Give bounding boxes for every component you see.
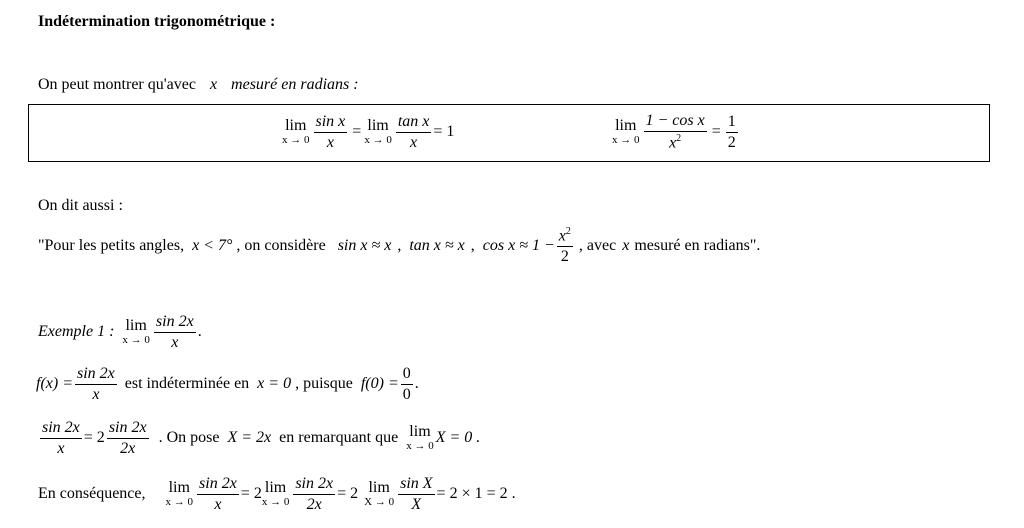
angles-text-2: , on considère <box>236 237 326 254</box>
formula-sin-tan: lim x → 0 $\frac{\text{sin x}}{x}$ = lim x → 0 $\frac{\text{tan x}}{x}$ = 1 <box>282 112 455 151</box>
substitution: X = 2x <box>227 429 272 446</box>
angles-var: x <box>622 237 630 254</box>
intro-prefix: On peut montrer qu'avec <box>38 76 196 93</box>
formula-cos: lim x → 0 $\frac{\text{1 − cos x}}{x^2}$ = $\frac{1}{2}$ <box>612 112 736 152</box>
approx-cos: cos x ≈ 1 − <box>482 237 555 254</box>
fraction-sin2x-x: $\frac{\sin 2x}{x}$ <box>77 364 115 403</box>
rewrite-text-2: en remarquant que <box>279 429 399 446</box>
conclusion-result: = 2 × 1 = 2 . <box>436 485 516 502</box>
intro-suffix: mesuré en radians : <box>231 76 359 93</box>
angles-text-1: "Pour les petits angles, <box>38 237 185 254</box>
equals-one: = 1 <box>433 123 455 140</box>
formula-box <box>28 104 990 162</box>
limit-operator: lim x → 0 <box>364 116 392 146</box>
example-1-label: Exemple 1 : <box>38 323 115 340</box>
limit-operator: lim X → 0 <box>364 478 395 508</box>
rewrite-line: $\frac{\sin 2x}{x}$ = 2 $\frac{\sin 2x}{2x}$ . On pose X = 2x en remarquant que lim x → 0 X = 0 . <box>42 418 481 457</box>
fraction-one-half: $\frac{1}{2}$ <box>727 112 736 151</box>
fraction-tanx-x: $\frac{\text{tan x}}{x}$ <box>397 112 430 151</box>
fraction-sin2x-x: $\frac{\sin 2x}{x}$ <box>42 418 80 457</box>
limit-operator: lim x → 0 <box>612 116 640 146</box>
f0-label: f(0) = <box>360 375 399 392</box>
angles-condition: x < 7° <box>192 237 233 254</box>
limit-operator: lim x → 0 <box>165 478 194 508</box>
intro-var: x <box>209 76 218 93</box>
fraction-sin2x-2x: $\frac{\sin 2x}{2x}$ <box>295 474 334 513</box>
small-angles-line: "Pour les petits angles, x < 7° , on considère sin x ≈ x , tan x ≈ x , cos x ≈ 1 − $\frac{x^2}{2}$ , avec x mesuré en radians". <box>38 226 761 266</box>
fx-text-2: , puisque <box>295 375 353 392</box>
limit-operator: lim x → 0 <box>261 478 290 508</box>
conclusion-label: En conséquence, <box>38 485 146 502</box>
fraction-zero-zero: $\frac{0}{0}$ <box>402 364 411 403</box>
fraction-sin2x-x: $\frac{\sin 2x}{x}$ <box>155 312 194 351</box>
angles-text-3: , avec <box>578 237 617 254</box>
limit-operator: lim x → 0 <box>282 116 310 146</box>
approx-tan: tan x ≈ x <box>409 237 465 254</box>
fraction-sinx-x: $\frac{\text{sin x}}{x}$ <box>315 112 346 151</box>
fraction-sinX-X: $\frac{\text{sin X}}{X}$ <box>400 474 433 513</box>
fx-label: f(x) = <box>36 375 73 392</box>
limit-operator: lim x → 0 <box>122 316 150 346</box>
limit-result: X = 0 . <box>435 429 481 446</box>
fx-line: f(x) = $\frac{\sin 2x}{x}$ est indéterminée en x = 0 , puisque f(0) = $\frac{0}{0}$ . <box>36 364 419 403</box>
fraction-sin2x-2x: $\frac{\sin 2x}{2x}$ <box>108 418 147 457</box>
section-title: Indétermination trigonométrique : <box>38 13 276 30</box>
fraction-1-cosx-x2: $\frac{\text{1 − cos x}}{x^2}$ <box>645 112 705 152</box>
fx-condition: x = 0 <box>257 375 292 392</box>
fraction-x2-2: $\frac{x^2}{2}$ <box>558 226 571 266</box>
conclusion-line: En conséquence, lim x → 0 $\frac{\sin 2x}{x}$ = 2 lim x → 0 $\frac{\sin 2x}{2x}$ = 2 lim X → 0 $\frac{\text{sin X}}{X}$ = 2 × 1 = 2 . <box>38 474 516 513</box>
example-1-line: Exemple 1 : lim x → 0 $\frac{\sin 2x}{x}$ . <box>38 312 202 351</box>
fx-text-1: est indéterminée en <box>124 375 250 392</box>
dit-aussi-text: On dit aussi : <box>38 197 123 214</box>
approx-sin: sin x ≈ x <box>337 237 392 254</box>
fraction-sin2x-x: $\frac{\sin 2x}{x}$ <box>199 474 237 513</box>
angles-text-4: mesuré en radians". <box>634 237 761 254</box>
intro-line <box>38 76 359 94</box>
rewrite-text-1: . On pose <box>158 429 220 446</box>
limit-operator: lim x → 0 <box>406 422 434 452</box>
